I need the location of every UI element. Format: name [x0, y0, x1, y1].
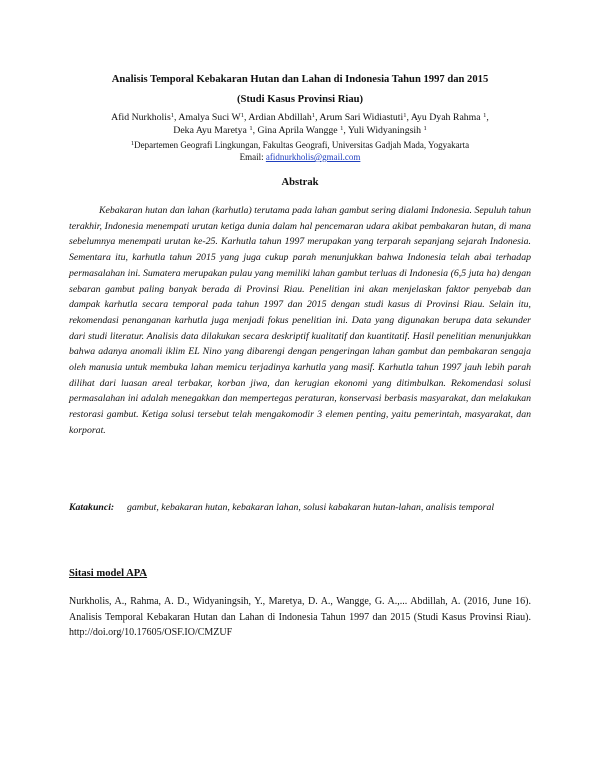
- contact-email: [70, 151, 530, 163]
- author-name: Yuli Widyaningsih: [347, 125, 422, 136]
- citation-heading: Sitasi model APA: [69, 568, 148, 579]
- abstract-text: Kebakaran hutan dan lahan (karhutla) terutama pada lahan gambut sering dialami Indonesia. Sepuluh tahun terakhir, Indonesia menempati urutan ketiga dunia dalam hal pencemaran udara akibat pembakaran hutan, di mana sebelumnya menempati urutan ke-25. Karhutla tahun 1997 merupakan yang terparah sepanjang sejarah Indonesia. Sementara itu, karhutla tahun 2015 yang juga cukup parah menunjukkan bahwa Indonesia telah abai terhadap permasalahan ini. Sumatera merupakan pulau yang memiliki lahan gambut terluas di Indonesia (6,5 juta ha) dengan sebaran gambut paling banyak berada di Provinsi Riau. Penelitian ini akan menjelaskan faktor penyebab dan dampak karhutla secara temporal pada tahun 1997 dan 2015 dengan studi kasus di Provinsi Riau. Selain itu, rekomendasi penanganan karhutla juga menjadi fokus penelitian ini. Data yang digunakan berupa data sekunder dari studi literatur. Analisis data dilakukan secara deskriptif kualitatif dan kuantitatif. Hasil penelitian menunjukkan bahwa adanya anomali iklim EL Nino yang dibarengi dengan pengeringan lahan gambut dan pembakaran sengaja oleh manusia untuk membuka lahan memicu terjadinya karhutla yang masif. Karhutla tahun 1997 jauh lebih parah dilihat dari luasan areal terbakar, korban jiwa, dan kerugian ekonomi yang ditimbulkan. Rekomendasi solusi permasalahan ini adalah menegakkan dan mempertegas peraturan, konservasi berbasis masyarakat, dan melakukan restorasi gambut. Ketiga solusi tersebut telah mengakomodir 3 elemen penting, yaitu pemerintah, masyarakat, dan korporat.: [69, 205, 531, 436]
- author-affiliation-mark: 1: [423, 125, 427, 132]
- author-affiliation: [70, 139, 530, 151]
- citation-text: Nurkholis, A., Rahma, A. D., Widyaningsih, Y., Maretya, D. A., Wangge, G. A.,... Abdillah, A. (2016, June 16). Analisis Temporal Kebakaran Hutan dan Lahan di Indonesia Tahun 1997 dan 2015 (Studi Kasus Provinsi Riau). http://doi.org/10.17605/OSF.IO/CMZUF: [69, 596, 531, 639]
- keywords-section: [69, 500, 531, 515]
- paper-title: Analisis Temporal Kebakaran Hutan dan Lahan di Indonesia Tahun 1997 dan 2015: [111, 74, 489, 85]
- author-affiliation-mark: 1: [240, 112, 245, 119]
- author-affiliation-mark: 1: [483, 112, 487, 119]
- keywords-label: Katakunci:: [69, 502, 115, 513]
- affiliation-text: Departemen Geografi Lingkungan, Fakultas Geografi, Universitas Gadjah Mada, Yogyakarta: [134, 140, 470, 150]
- author-name: Afid Nurkholis: [111, 112, 171, 123]
- author-affiliation-mark: 1: [249, 125, 253, 132]
- affiliation-mark: 1: [130, 140, 135, 147]
- email-link[interactable]: afidnurkholis@gmail.com: [265, 152, 361, 162]
- author-name: Gina Aprila Wangge: [257, 125, 338, 136]
- author-name: Deka Ayu Maretya: [173, 125, 247, 136]
- author-affiliation-mark: 1: [340, 125, 344, 132]
- author-affiliation-mark: 1: [403, 112, 407, 119]
- author-name: Ardian Abdillah: [248, 112, 312, 123]
- paper-subtitle: (Studi Kasus Provinsi Riau): [236, 94, 364, 105]
- keywords-text: gambut, kebakaran hutan, kebakaran lahan, solusi kabakaran hutan-lahan, analisis temporal: [127, 502, 495, 513]
- author-affiliation-mark: 1: [311, 112, 316, 119]
- author-name: Ayu Dyah Rahma: [410, 112, 481, 123]
- author-name: Arum Sari Widiastuti: [319, 112, 404, 123]
- email-label: Email:: [239, 152, 264, 162]
- author-affiliation-mark: 1: [170, 112, 175, 119]
- author-name: Amalya Suci W: [178, 112, 241, 123]
- abstract-heading: Abstrak: [281, 177, 319, 188]
- author-list: Afid Nurkholis$^1$, Amalya Suci $W^1$, Ardian Abdillah$^1$, Arum Sari Widiastuti$^1$, Ayu Dyah Rahma $^1$, Deka Ayu Maretya $^1$, Gina Aprila Wangge $^1$, Yuli Widyaningsih $^1$: [111, 112, 489, 136]
